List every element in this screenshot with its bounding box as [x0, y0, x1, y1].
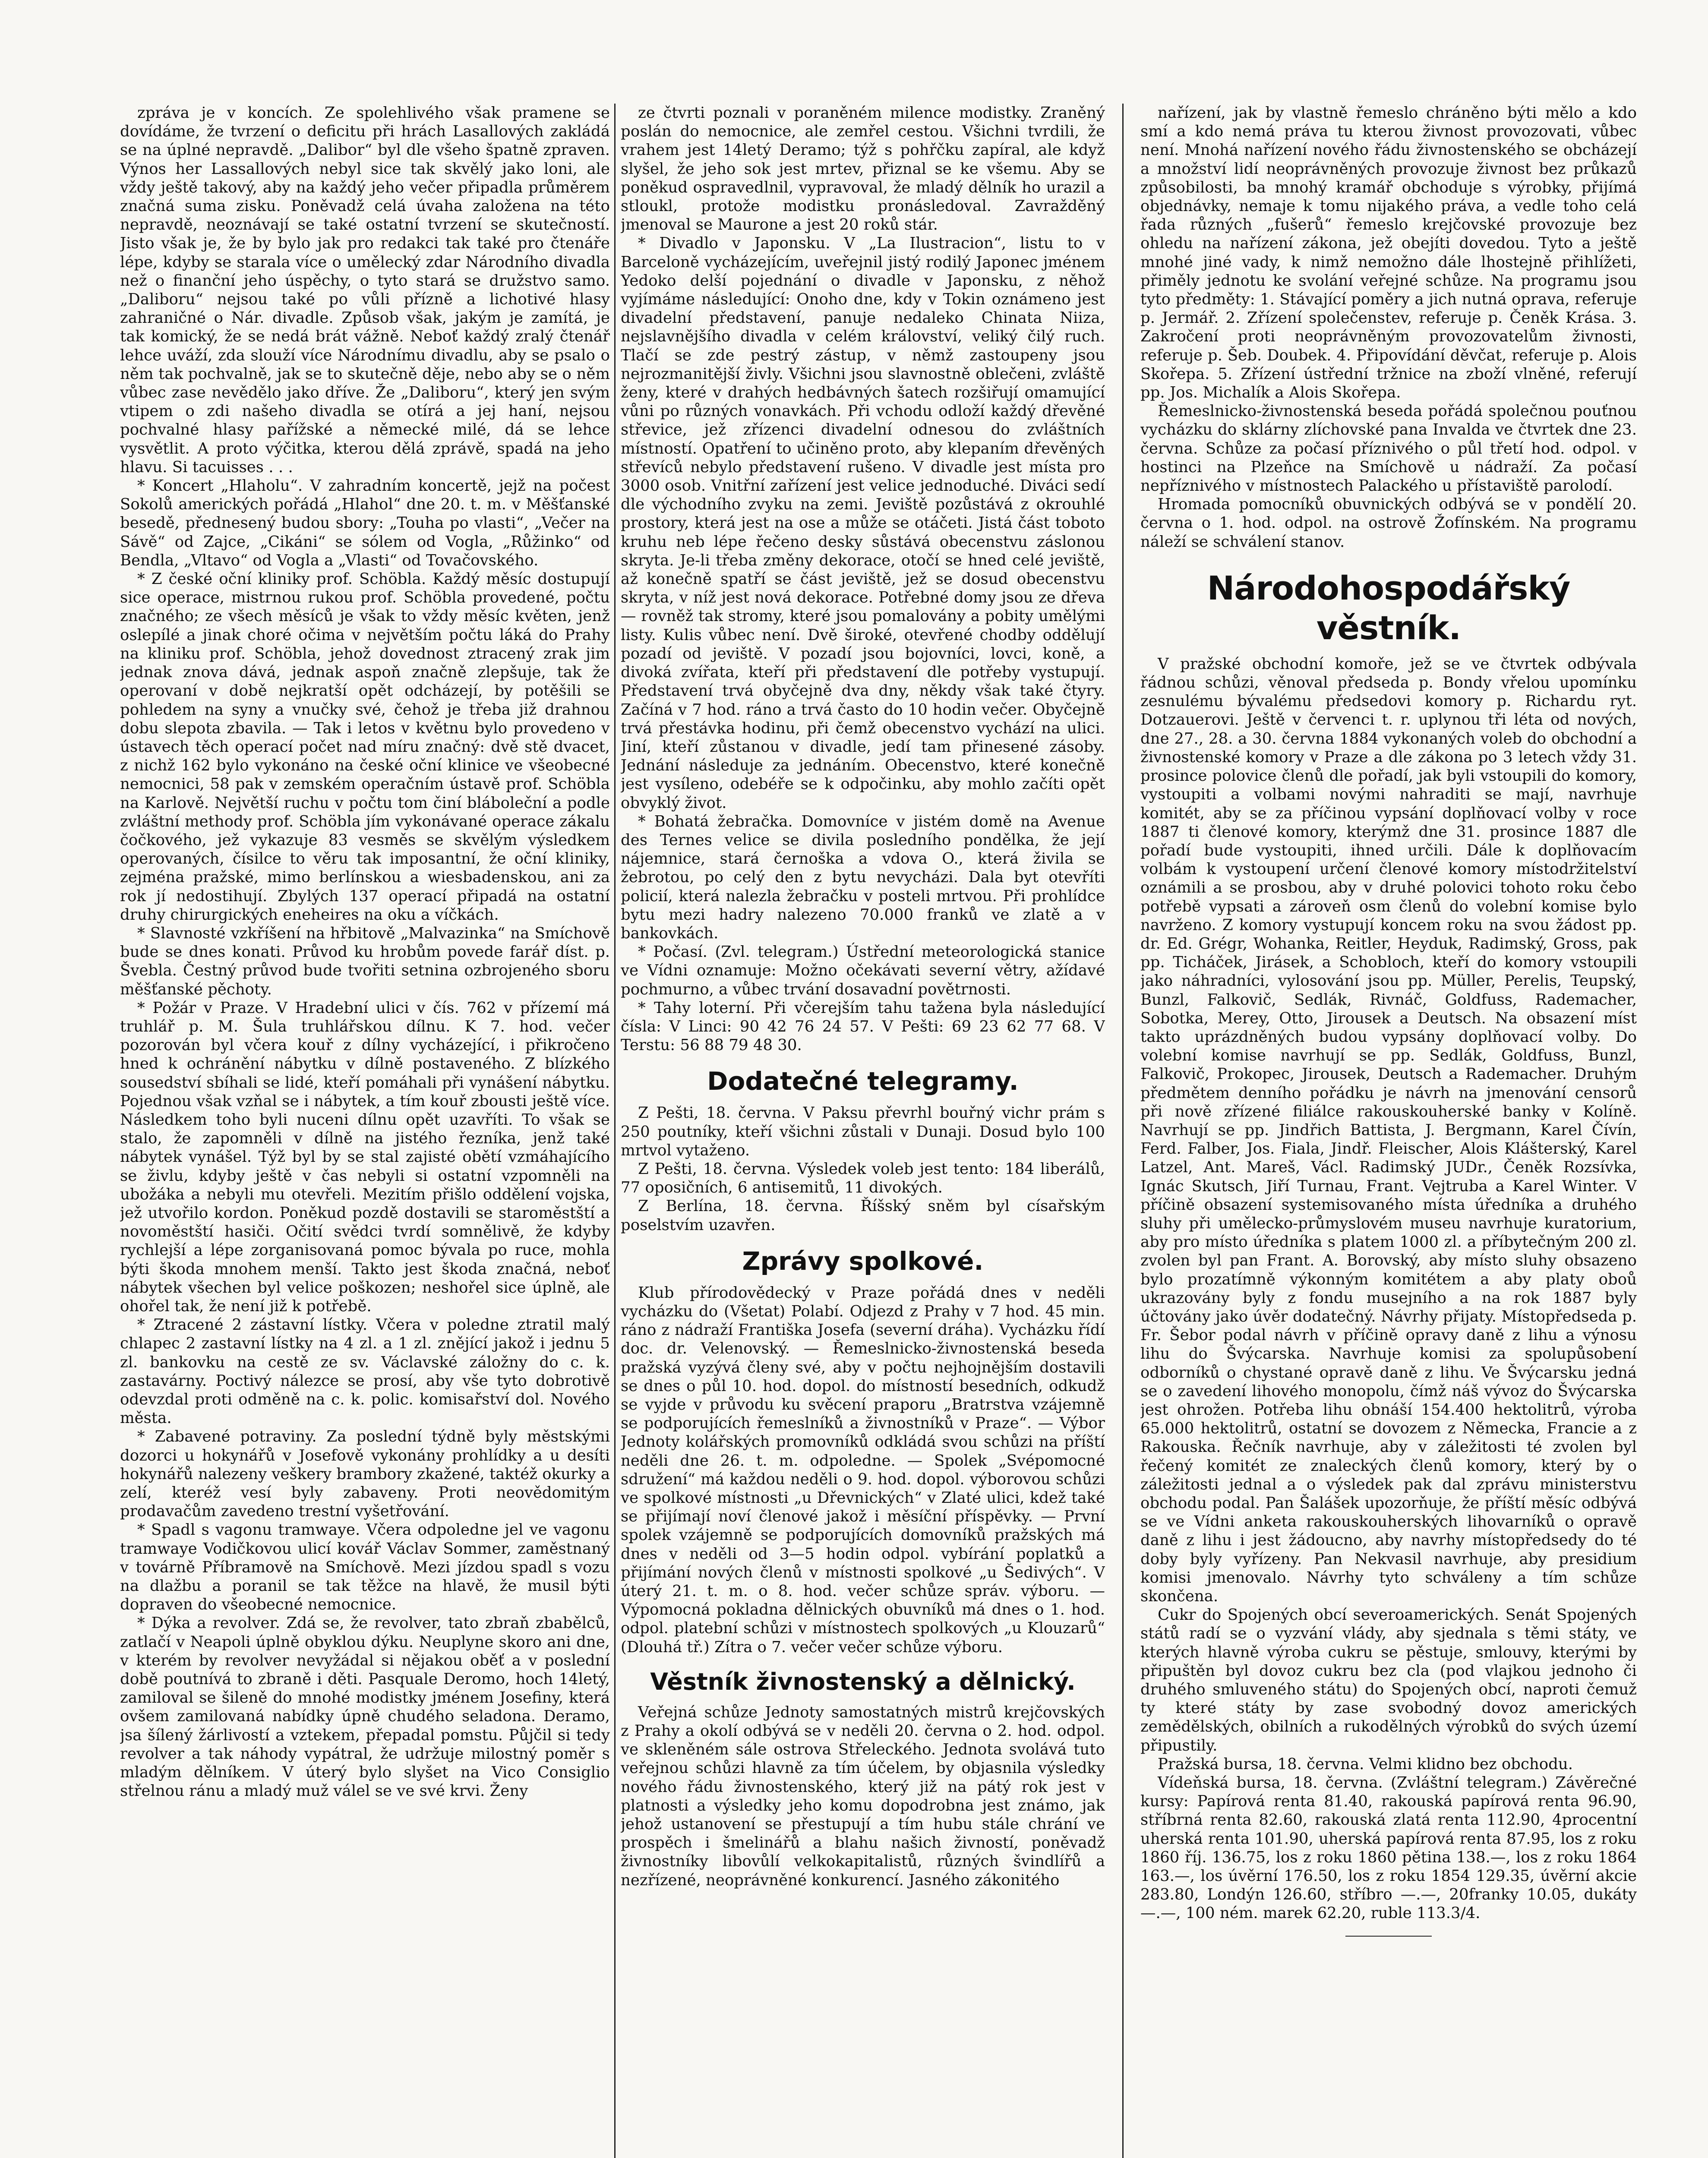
- paragraph: * Slavnosté vzkříšení na hřbitově „Malvazinka“ na Smíchově bude se dnes konati. Průvod ku hrobům povede farář díst. p. Švebla. Čestný průvod bude tvořiti setnina ozbrojeného sboru měšťanské pěchoty.: [120, 924, 610, 998]
- paragraph: * Dýka a revolver. Zdá se, že revolver, tato zbraň zbabělců, zatlačí v Neapoli úplně obyklou dýku. Neuplyne skoro ani dne, v kterém by revolver nevyžádal si nějakou oběť a v poslední době poutnívá to zbraně i děti. Pasquale Deromo, hoch 14letý, zamiloval se šileně do mnohé modistky jménem Josefiny, která ovšem zamilovaná nabídky úpně chudého seladona. Deramo, jsa šílený žárlivostí a vztekem, přepadal pomstu. Půjčil si tedy revolver a tak náhody vypátral, že udržuje milostný poměr s mladým dělníkem. V úterý bylo slyšet na Vico Consiglio střelnou ránu a mladý muž válel se ve své krvi. Ženy: [120, 1614, 610, 1800]
- paragraph: Z Berlína, 18. června. Říšský sněm byl císařským poselstvím uzavřen.: [621, 1197, 1105, 1234]
- paragraph: Cukr do Spojených obcí severoamerických. Senát Spojených států radí se o vyzvání vlády, aby sjednala s těmi státy, ve kterých hlavně výroba cukru se pěstuje, smlouvy, kterými by připuštěn byl dovoz cukru bez cla (pod vlajkou jednoho či druhého smluveného státu) do Spojených obcí, naproti čemuž ty které státy by zase svobodný dovoz amerických zemědělských, obilních a rukodělných výrobků do svých území připustily.: [1140, 1606, 1637, 1754]
- paragraph: Pražská bursa, 18. června. Velmi klidno bez obchodu.: [1158, 1755, 1573, 1773]
- paragraph: * Ztracené 2 zástavní lístky. Včera v poledne ztratil malý chlapec 2 zastavní lístky na 4 zl. a 1 zl. znějící jakož i jednu 5 zl. bankovku na cestě ze sv. Václavské záložny do c. k. zastavárny. Poctivý nálezce se prosí, aby vše tyto dobrotivě odevzdal proti odměně na c. k. polic. komisařství dol. Nového města.: [120, 1316, 610, 1427]
- paragraph: * Spadl s vagonu tramwaye. Včera odpoledne jel ve vagonu tramwaye Vodičkovou ulicí kovář Václav Sommer, zaměstnaný v továrně Příbramově na Smíchově. Mezi jízdou spadl s vozu na dlažbu a poranil se tak těžce na hlavě, že musil býti dopraven do všeobecné nemocnice.: [120, 1521, 610, 1614]
- paragraph: * Požár v Praze. V Hradební ulici v čís. 762 v přízemí má truhlář p. M. Šula truhlářskou dílnu. K 7. hod. večer pozorován byl včera kouř z dílny vycházející, i přikročeno hned k ochránění nábytku v dílně postaveného. Z blízkého sousedství sbíhali se lidé, kteří pomáhali při vynášení nábytku. Pojednou však vzňal se i nábytek, a tím kouř zbousti ještě více. Následkem toho byli nuceni dílnu opět uzavříti. To však se stalo, že zapomněli v dílně na jistého řezníka, jenž také nábytek vynášel. Týž byl by se stal zajisté obětí vzmáhajícího se živlu, kdyby ještě v čas nebyli si ostatní vzpomněli na ubožáka a nebyli mu otevřeli. Mezitím přišlo oddělení vojska, jež utvořilo kordon. Poněkud pozdě dostavili se staroměstští a novoměstští hasiči. Očití svědci tvrdí somnělivě, že kdyby rychlejší a lépe zorganisovaná pomoc bývala po ruce, mohla býti škoda mnohem menší. Takto jest škoda značná, neboť nábytek všechen byl velice poškozen; neshořel sice úplně, ale ohořel tak, že není již k potřebě.: [120, 999, 610, 1315]
- paragraph: * Z české oční kliniky prof. Schöbla. Každý měsíc dostupují sice operace, mistrnou rukou prof. Schöbla provedené, počtu značného; ze všech měsíců je však to vždy měsíc květen, jenž oslepílé a jinak choré očima v největším počtu láká do Prahy na kliniku prof. Schöbla, jehož dovednost ztracený zrak jim jednak znova dává, jednak aspoň značně zlepšuje, tak že operovaní v době nejkratší opět odcházejí, by potěšili se pohledem na syny a vnučky své, čehož je třeba již drahnou dobu slepota zbavila. — Tak i letos v květnu bylo provedeno v ústavech těch operací počet nad míru značný: dvě stě dvacet, z nichž 162 bylo vykonáno na české oční klinice ve všeobecné nemocnici, 58 pak v zemském operačním ústavě prof. Schöbla na Karlově. Největší ruchu v počtu tom činí bláboleční a podle zvláštní methody prof. Schöbla jím vykonávané operace zákalu čočkového, jež vykazuje 83 vesměs se skvělým výsledkem operovaných, čísilce to věru tak imposantní, že oční kliniky, zejména pražské, mimo berlínskou a wiesbadenskou, ani za rok jí nedostihují. Zbylých 137 operací připadá na ostatní druhy chirurgických eneheires na oku a víčkách.: [120, 570, 610, 924]
- section-heading-economy: Národohospodářský věstník.: [1207, 568, 1570, 647]
- column-middle: [621, 104, 1105, 2158]
- end-rule: [1345, 1936, 1432, 1937]
- paragraph: Klub přírodovědecký v Praze pořádá dnes v neděli vycházku do (Všetat) Polabí. Odjezd z Prahy v 7 hod. 45 min. ráno z nádraží Františka Josefa (severní dráha). Vycházku řídí doc. dr. Velenovský. — Řemeslnicko-živnostenská beseda pražská vyzývá členy své, aby v počtu nejhojnějším dostavili se dnes o půl 10. hod. dopol. do místností besedních, odkudž se vyjde v průvodu ku svěcení praporu „Bratrstva vzájemně se podporujících řemeslníků a živnostníků v Praze“. — Výbor Jednoty kolářských promovníků odkládá svou schůzi na příští neděli dne 26. t. m. odpoledne. — Spolek „Svépomocné sdružení“ má každou neděli o 9. hod. dopol. výborovou schůzi ve spolkové místnosti „u Dřevnických“ v Zlaté ulici, kdež také se přijímají noví členové jakož i měsíční příspěvky. — První spolek vzájemně se podporujících domovníků pražských má dnes v neděli od 3—5 hodin odpol. vybírání poplatků a přijímání nových členů v místnosti spolkové „u Šedivých“. V úterý 21. t. m. o 8. hod. večer schůze správ. výboru. — Výpomocná pokladna dělnických obuvníků má dnes o 1. hod. odpol. platební schůzi v místnostech spolkových „u Klouzarů“ (Dlouhá tř.) Zítra o 7. večer večer schůze výboru.: [621, 1284, 1105, 1656]
- paragraph: Z Pešti, 18. června. Výsledek voleb jest tento: 184 liberálů, 77 oposičních, 6 antisemitů, 11 divokých.: [621, 1160, 1105, 1197]
- paragraph: * Tahy loterní. Při včerejším tahu tažena byla následující čísla: V Linci: 90 42 76 24 57. V Pešti: 69 23 62 77 68. V Terstu: 56 88 79 48 30.: [621, 999, 1105, 1054]
- paragraph: Veřejná schůze Jednoty samostatných mistrů krejčovských z Prahy a okolí odbývá se v neděli 20. června o 2. hod. odpol. ve skleněném sále ostrova Střeleckého. Jednota svolává tuto veřejnou schůzi hlavně za tím účelem, by objasnila výsledky nového řádu živnostenského, který již na pátý rok jest v platnosti a výsledky jeho komu dopodrobna jest známo, jak jehož ustanovení se přestupují a tím hubu stále chrání ve prospěch i šmelinářů a blahu našich živností, poněvadž živnostníky libovůlí velkokapitalistů, různých švindlířů a nezřízené, neoprávněné konkurencí. Jasného zákonitého: [621, 1703, 1105, 1889]
- column-divider: [614, 104, 616, 2158]
- paragraph: Hromada pomocníků obuvnických odbývá se v pondělí 20. června o 1. hod. odpol. na ostrově Žofínském. Na programu náleží se schválení stanov.: [1140, 495, 1637, 551]
- section-heading-telegrams: Dodatečné telegramy.: [707, 1066, 1019, 1096]
- section-heading-trades: Věstník živnostenský a dělnický.: [650, 1668, 1076, 1695]
- paragraph: nařízení, jak by vlastně řemeslo chráněno býti mělo a kdo smí a kdo nemá práva tu kterou živnost provozovati, vůbec není. Mnohá nařízení nového řádu živnostenského se obcházejí a množství lidí neoprávněných provozuje živnost bez průkazů způsobilosti, ba mnohý kramář obchoduje s výrobky, přijímá objednávky, nemaje k tomu nijakého práva, a vedle toho celá řada různých „fušerů“ řemeslo krejčovské provozuje bez ohledu na nařízení zákona, jež obejíti dovedou. Tyto a ještě mnohé jiné vady, k nimž nemožno dále lhostejně přihlížeti, přiměly jednotu ke svolání veřejné schůze. Na programu jsou tyto předměty: 1. Stávající poměry a jich nutná oprava, referuje p. Jermář. 2. Zřízení společenstev, referuje p. Čeněk Krása. 3. Zakročení proti neoprávněným provozovatelům živnosti, referuje p. Šeb. Doubek. 4. Připovídání děvčat, referuje p. Alois Skořepa. 5. Zřízení ústřední tržnice na zboží vlněné, referují pp. Jos. Michalík a Alois Skořepa.: [1140, 104, 1637, 402]
- section-heading-associations: Zprávy spolkové.: [742, 1246, 984, 1276]
- paragraph: * Zabavené potraviny. Za poslední týdně byly městskými dozorci u hokynářů v Josefově vykonány prohlídky a u desíti hokynářů nalezeny veškery brambory zkažené, taktéž okurky a zelí, kteréž vesí byly zabaveny. Proti neovědomitým prodavačům zavedeno trestní vyšetřování.: [120, 1428, 610, 1521]
- paragraph: Řemeslnicko-živnostenská beseda pořádá společnou pouťnou vycházku do sklárny zlíchovské pana Invalda ve čtvrtek dne 23. června. Schůze za počasí příznivého o půl třetí hod. odpol. v hostinci na Plzeňce na Smíchově u nádraží. Za počasí nepříznivého v místnostech Palackého u přístaviště parolodí.: [1140, 402, 1637, 495]
- column-left: [120, 104, 610, 2158]
- paragraph: * Koncert „Hlaholu“. V zahradním koncertě, jejž na počest Sokolů amerických pořádá „Hlahol“ dne 20. t. m. v Měšťanské besedě, přednesený budou sbory: „Touha po vlasti“, „Večer na Sávě“ od Zajce, „Cikáni“ se sólem od Vogla, „Růžinko“ od Bendla, „Vltavo“ od Vogla a „Vlasti“ od Tovačovského.: [120, 477, 610, 569]
- paragraph: * Počasí. (Zvl. telegram.) Ústřední meteorologická stanice ve Vídni oznamuje: Možno očekávati severní větry, ažídavé pochmurno, a vůbec trvání dosavadní povětrnosti.: [621, 943, 1105, 998]
- column-right: [1140, 104, 1637, 2158]
- paragraph: zpráva je v koncích. Ze spolehlivého však pramene se dovídáme, že tvrzení o deficitu při hrách Lasallových zakládá se na úplné nepravdě. „Dalibor“ byl dle všeho špatně zpraven. Výnos her Lassallových nebyl sice tak skvělý jako loni, ale vždy ještě takový, aby na každý jeho večer připadla průměrem značná suma zisku. Poněvadž celá úvaha založena na této nepravdě, neoznávají se také ostatní tvrzení se skutečností. Jisto však je, že by bylo jak pro redakci tak také pro čtenáře lépe, kdyby se starala více o umělecký zdar Národního divadla než o finanční jeho úspěchy, o tyto stará se družstvo samo. „Daliboru“ nejsou také po vůli přízně a lichotivé hlasy zahraničné o Nár. divadle. Způsob však, jakým je zamítá, je tak komický, že se nedá brát vážně. Neboť každý zralý čtenář lehce uváží, zda slouží více Národnímu divadlu, aby se psalo o něm tak pochvalně, jak se to skutečně děje, nebo aby se o něm vůbec zase nevědělo jako dříve. Že „Daliboru“, který jen svým vtipem o zdi našeho divadla se otírá a jej haní, nejsou pochvalné hlasy pařížské a německé milé, dá se lehce vysvětlit. A proto výčitka, kterou dělá zprávě, spadá na jeho hlavu. Si tacuisses . . .: [120, 104, 610, 476]
- paragraph: ze čtvrti poznali v poraněném milence modistky. Zraněný poslán do nemocnice, ale zemřel cestou. Všichni tvrdili, že vrahem jest 14letý Deramo; týž s pohřčku zapíral, ale když slyšel, že jeho sok jest mrtev, přiznal se ke všemu. Aby se poněkud ospravedlnil, vypravoval, že mladý dělník ho urazil a stloukl, protože modistku pronásledoval. Zavražděný jmenoval se Maurone a jest 20 roků stár.: [621, 104, 1105, 234]
- paragraph: Z Pešti, 18. června. V Paksu převrhl bouřný vichr prám s 250 poutníky, kteří všichni zůstali v Dunaji. Dosud bylo 100 mrtvol vytaženo.: [621, 1104, 1105, 1159]
- column-divider: [1122, 104, 1124, 2158]
- paragraph: V pražské obchodní komoře, jež se ve čtvrtek odbývala řádnou schůzi, věnoval předseda p. Bondy vřelou upomínku zesnulému bývalému předsedovi komory p. Richardu ryt. Dotzauerovi. Ještě v červenci t. r. uplynou tři léta od nových, dne 27., 28. a 30. června 1884 vykonaných voleb do obchodní a živnostenské komory v Praze a dle zákona po 3 letech vždy 31. prosince polovice členů dle pořadí, jak byli vstoupili do komory, vystoupiti a volbami novými nahraditi se mají, navrhuje komitét, aby se za příčinou vypsání doplňovací volby v roce 1887 ti členové komory, kterýmž dne 31. prosince 1887 dle pořadí bude vystoupiti, ihned určili. Dále k doplňovacím volbám k vystoupení určení členové komory místodržitelství oznámili a se prosbou, aby v druhé polovici tohoto roku čebo potřebě vypsati a zároveň osm členů do volební komise bylo navrženo. Z komory vystupují koncem roku na svou žádost pp. dr. Ed. Grégr, Wohanka, Reitler, Heyduk, Radimský, Gross, pak pp. Ticháček, Jirásek, a Schobloch, kteří do komory vstoupili jako náhradníci, vylosování jsou pp. Müller, Perelis, Teupský, Bunzl, Falkovič, Sedlák, Rivnáč, Goldfuss, Rademacher, Sobotka, Merey, Otto, Jirousek a Deutsch. Na obsazení míst takto uprázdněných budou vypsány doplňovací volby. Do volební komise navrhují se pp. Sedlák, Goldfuss, Bunzl, Falkovič, Prokopec, Jirousek, Deutsch a Rademacher. Druhým předmětem denního pořádku je návrh na jmenování censorů při nově zřízené filiálce rakouskouherské banky v Kolíně. Navrhují se pp. Jindřich Battista, J. Bergmann, Karel Čívín, Ferd. Falber, Jos. Fiala, Jindř. Fleischer, Alois Klášterský, Karel Latzel, Ant. Mareš, Václ. Radimský JUDr., Čeněk Rozsívka, Ignác Skutsch, Jiří Turnau, Frant. Vejtruba a Karel Winter. V příčině obsazení systemisovaného místa úředníka a druhého sluhy při umělecko-průmyslovém museu navrhuje kuratorium, aby pro místo úředníka s platem 1000 zl. a příbytečným 200 zl. zvolen byl pan Frant. A. Borovský, aby místo sluhy obsazeno bylo prozatímně výkonným komitétem a aby platy oboů ukrazovány byly z fondu musejního a na rok 1887 byly účtovány jako úvěr dodatečný. Návrhy přijaty. Místopředseda p. Fr. Šebor podal návrh v příčině opravy daně z lihu a výnosu lihu do Švýcarska. Navrhuje komisi za spolupůsobení odborníků o chystané opravě daně z lihu. Ve Švýcarsku jedná se o zavedení lihového monopolu, čímž náš vývoz do Švýcarska jest ohrožen. Potřeba lihu obnáší 154.400 hektolitrů, výroba 65.000 hektolitrů, ostatní se dovozem z Německa, Francie a z Rakouska. Řečník navrhuje, aby v záležitosti té zvolen byl řečený komitét ze znaleckých členů komory, který by o záležitosti jednal a o výsledek pak dal zprávu ministerstvu obchodu podal. Pan Šalášek upozorňuje, že příští měsíc odbývá se ve Vídni anketa rakouskouherských lihovarníků o opravě daně z lihu i jest žádoucno, aby navrhy místopředsedy do té doby byly vyřízeny. Pan Nekvasil navrhuje, aby presidium komisi jmenovalo. Návrhy tyto schváleny a tím schůze skončena.: [1140, 655, 1637, 1606]
- paragraph: Vídeňská bursa, 18. června. (Zvláštní telegram.) Závěrečné kursy: Papírová renta 81.40, rakouská papírová renta 96.90, stříbrná renta 82.60, rakouská zlatá renta 112.90, 4procentní uherská renta 101.90, uherská papírová renta 87.95, los z roku 1860 říj. 136.75, los z roku 1860 pětina 138.—, los z roku 1864 163.—, los úvěrní 176.50, los z roku 1854 129.35, úvěrní akcie 283.80, Londýn 126.60, stříbro —.—, 20franky 10.05, dukáty —.—, 100 ném. marek 62.20, ruble 113.3/4.: [1140, 1774, 1637, 1922]
- paragraph: * Bohatá žebračka. Domovníce v jistém domě na Avenue des Ternes velice se divila posledního pondělka, že její nájemnice, stará černoška a vdova O., která živila se žebrotou, po celý den z bytu nevycházi. Dala byt otevříti policií, která nalezla žebračku v posteli mrtvou. Při prohlídce bytu mezi hadry nalezeno 70.000 franků ve zlatě a v bankovkách.: [621, 812, 1105, 942]
- paragraph: * Divadlo v Japonsku. V „La Ilustracion“, listu to v Barceloně vycházejícím, uveřejnil jistý rodilý Japonec jménem Yedoko delší pojednání o divadle v Japonsku, z něhož vyjímáme následující: Onoho dne, kdy v Tokin oznámeno jest divadelní představení, panuje nedaleko Chinata Niiza, nejslavnějšího divadla v celém království, veliký čilý ruch. Tlačí se zde pestrý zástup, v němž zastoupeny jsou nejrozmanitější živly. Všichni jsou slavnostně oblečeni, zvláště ženy, které v drahých hedbávných šatech rozšiřují omamující vůni po různých vonavkách. Při vchodu odloží každý dřevěné střevice, jež zřízenci divadelní odnesou do zvláštních místností. Opatření to učiněno proto, aby klepaním dřevěných střevíců nebylo představení rušeno. V divadle jest místa pro 3000 osob. Vnitřní zařízení jest velice jednoduché. Diváci sedí dle východního zvyku na zemi. Jeviště pozůstává z okrouhlé prostory, která jest na ose a může se otáčeti. Jistá část toboto kruhu neb lépe řečeno desky sůstává obecenstvu záslonou skryta. Je-li třeba změny dekorace, otočí se hned celé jeviště, až konečně spatří se část jeviště, jež se dosud obecenstvu skryta, v níž jest nová dekorace. Potřebné domy jsou ze dřeva — rovněž tak stromy, které jsou pomalovány a pobity umělými listy. Kulis vůbec není. Dvě široké, otevřené chodby oddělují pozadí od jeviště. V pozadí jsou bojovníci, lovci, koně, a divoká zvířata, kteří při představení dle potřeby vystupují. Představení trvá obyčejně dva dny, někdy však také čtyry. Začíná v 7 hod. ráno a trvá často do 10 hodin večer. Obyčejně trvá přestávka hodinu, při čemž obecenstvo vychází na ulici. Jiní, kteří zůstanou v divadle, jedí tam přinesené zásoby. Jednání následuje za jednáním. Obecenstvo, které konečně jest vysíleno, odebéře se k odpočinku, aby mohlo začíti opět obvyklý život.: [621, 234, 1105, 812]
